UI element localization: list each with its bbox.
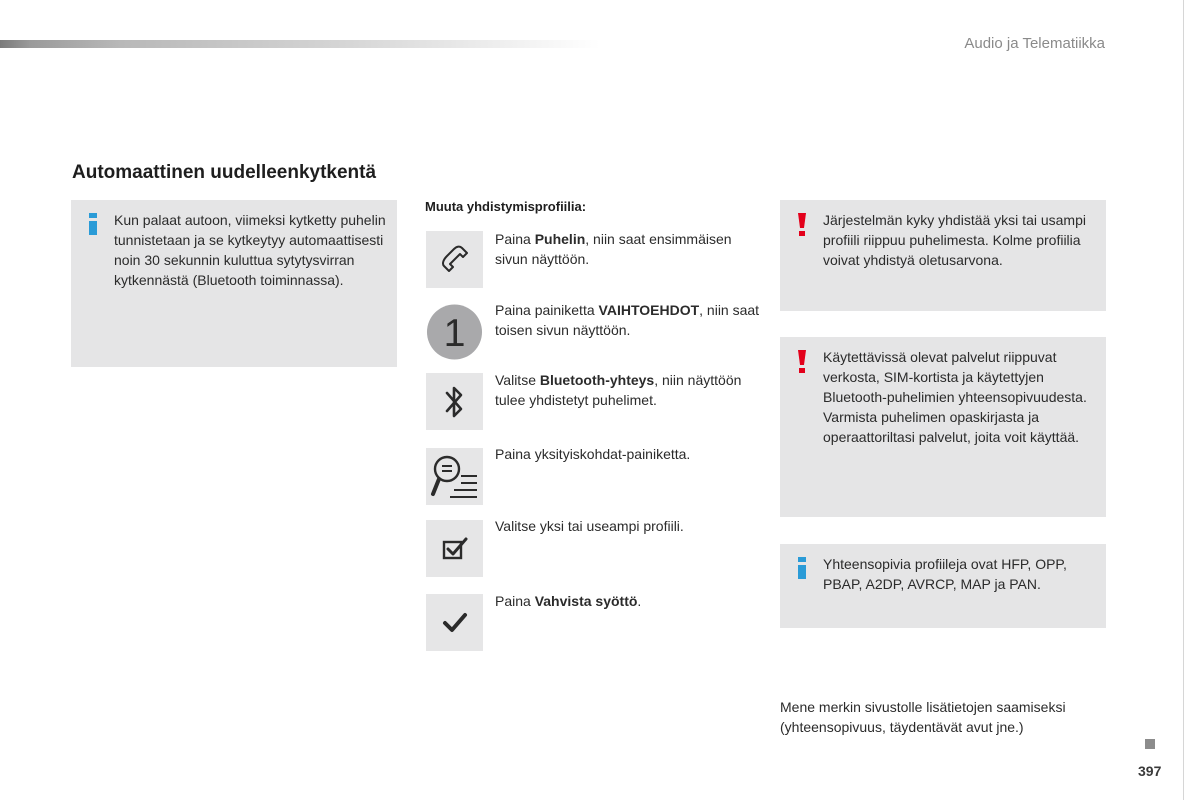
step-4-text: Paina yksityiskohdat-painiketta.: [495, 446, 691, 462]
checkbox-icon: [426, 520, 483, 577]
details-search-icon: [426, 448, 483, 505]
checkmark-icon: [426, 594, 483, 651]
warning-icon: [794, 210, 810, 238]
bluetooth-icon: [426, 373, 483, 430]
section-title: Automaattinen uudelleenkytkentä: [72, 162, 377, 183]
phone-icon: [426, 231, 483, 288]
info-icon: [85, 210, 101, 238]
info-icon: [794, 554, 810, 582]
info-note-text: Kun palaat autoon, viimeksi kytketty puhelin tunnistetaan ja se kytkeytyy automaattisesti noin 30 sekunnin kuluttua sytytysvirran kytkennästä (Bluetooth toiminnassa).: [114, 212, 386, 288]
step-6-text: Paina Vahvista syöttö.: [495, 593, 642, 609]
warning-note-text-1: Järjestelmän kyky yhdistää yksi tai usampi profiili riippuu puhelimesta. Kolme profiilia voivat yhdistyä oletusarvona.: [823, 212, 1086, 268]
step-5-text: Valitse yksi tai useampi profiili.: [495, 518, 684, 534]
page-number: 397: [1138, 763, 1162, 779]
warning-note-box-1: [780, 200, 1106, 311]
svg-text:1: 1: [443, 310, 466, 355]
footer-note: Mene merkin sivustolle lisätietojen saamiseksi (yhteensopivuus, täydentävät avut jne.): [780, 699, 1066, 735]
info-note-box: [71, 200, 397, 367]
chapter-title: Audio ja Telematiikka: [964, 35, 1105, 52]
header-gradient-bar: [0, 40, 600, 48]
info-note-box-2: [780, 544, 1106, 628]
steps-heading: Muuta yhdistymisprofiilia:: [425, 199, 587, 214]
step-2-text: Paina painiketta VAIHTOEHDOT, niin saat toisen sivun näyttöön.: [495, 302, 760, 338]
info-note-text-2: Yhteensopivia profiileja ovat HFP, OPP, PBAP, A2DP, AVRCP, MAP ja PAN.: [823, 556, 1067, 592]
warning-icon: [794, 347, 810, 375]
page-edge-rule: [1183, 0, 1184, 800]
warning-note-text-2: Käytettävissä olevat palvelut riippuvat verkosta, SIM-kortista ja käytettyjen Bluetooth-puhelimien yhteensopivuudesta. Varmista puhelimen opaskirjasta ja operaattoriltasi palvelut, joita voit käyttää.: [823, 349, 1087, 445]
number-one-icon: [426, 303, 483, 360]
step-3-text: Valitse Bluetooth-yhteys, niin näyttöön tulee yhdistetyt puhelimet.: [495, 372, 742, 408]
step-1-text: Paina Puhelin, niin saat ensimmäisen sivun näyttöön.: [495, 231, 732, 267]
warning-note-box-2: [780, 337, 1106, 517]
page-marker: [1145, 739, 1155, 749]
